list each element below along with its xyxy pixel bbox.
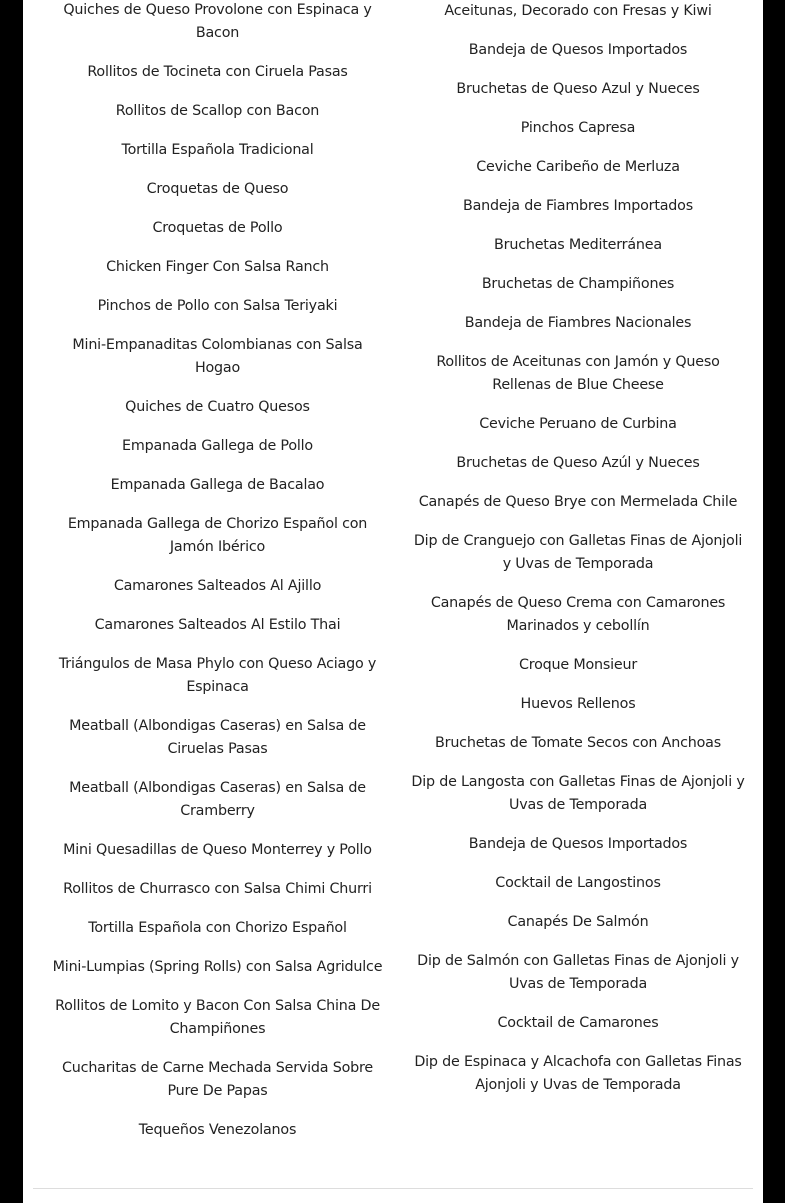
- menu-item: Mini-Empanaditas Colombianas con Salsa Hogao: [72, 337, 363, 376]
- menu-item: Bruchetas Mediterránea: [494, 237, 662, 253]
- menu-item: Rollitos de Scallop con Bacon: [115, 103, 320, 119]
- menu-item: Empanada Gallega de Bacalao: [110, 477, 325, 493]
- menu-item: Cocktail de Camarones: [497, 1015, 659, 1031]
- menu-item: Tortilla Española Tradicional: [121, 142, 314, 158]
- menu-item: Quiches de Queso Provolone con Espinaca y Bacon: [63, 2, 372, 41]
- menu-item: Croquetas de Queso: [146, 181, 289, 197]
- menu-item: Mini Quesadillas de Queso Monterrey y Pollo: [63, 842, 372, 858]
- menu-item: Huevos Rellenos: [520, 696, 636, 712]
- menu-item: Dip de Espinaca y Alcachofa con Galletas Finas Ajonjoli y Uvas de Temporada: [414, 1054, 742, 1093]
- menu-item: Bandeja de Fiambres Nacionales: [464, 315, 692, 331]
- menu-item: Dip de Salmón con Galletas Finas de Ajonjoli y Uvas de Temporada: [417, 953, 739, 992]
- menu-item: Meatball (Albondigas Caseras) en Salsa de Cramberry: [69, 780, 366, 819]
- menu-item: Canapés de Queso Brye con Mermelada Chile: [418, 494, 738, 510]
- menu-item: Bruchetas de Champiñones: [481, 276, 675, 292]
- menu-item: Tortilla Española con Chorizo Español: [88, 920, 347, 936]
- menu-item: Rollitos de Aceitunas con Jamón y Queso Rellenas de Blue Cheese: [436, 354, 720, 393]
- menu-item: Croquetas de Pollo: [152, 220, 283, 236]
- menu-item: Meatball (Albondigas Caseras) en Salsa de Ciruelas Pasas: [69, 718, 366, 757]
- menu-item: Dip de Langosta con Galletas Finas de Ajonjoli y Uvas de Temporada: [411, 774, 745, 813]
- menu-item: Bruchetas de Tomate Secos con Anchoas: [435, 735, 721, 751]
- menu-column-right: [408, 0, 748, 1113]
- menu-item: Bruchetas de Queso Azul y Nueces: [456, 81, 700, 97]
- menu-item: Croque Monsieur: [518, 657, 638, 673]
- menu-item: Bruchetas de Queso Azúl y Nueces: [456, 455, 700, 471]
- menu-item: Dip de Cranguejo con Galletas Finas de Ajonjoli y Uvas de Temporada: [413, 533, 743, 572]
- menu-item: Bandeja de Quesos Importados: [468, 42, 688, 58]
- menu-item: Aceitunas, Decorado con Fresas y Kiwi: [444, 3, 712, 19]
- menu-item: Bandeja de Fiambres Importados: [463, 198, 693, 214]
- menu-item: Cocktail de Langostinos: [495, 875, 661, 891]
- menu-item: Camarones Salteados Al Estilo Thai: [94, 617, 341, 633]
- menu-item: Rollitos de Tocineta con Ciruela Pasas: [87, 64, 348, 80]
- menu-item: Empanada Gallega de Chorizo Español con Jamón Ibérico: [67, 516, 368, 555]
- divider: [33, 1188, 753, 1189]
- menu-item: Triángulos de Masa Phylo con Queso Aciago y Espinaca: [58, 656, 377, 695]
- menu-column-left: [49, 0, 386, 1158]
- menu-content-area: [23, 0, 763, 1203]
- menu-item: Rollitos de Lomito y Bacon Con Salsa China De Champiñones: [55, 998, 380, 1037]
- menu-item: Empanada Gallega de Pollo: [122, 438, 313, 454]
- menu-item: Quiches de Cuatro Quesos: [125, 399, 310, 415]
- menu-item: Bandeja de Quesos Importados: [468, 836, 688, 852]
- menu-item: Pinchos de Pollo con Salsa Teriyaki: [97, 298, 338, 314]
- menu-item: Mini-Lumpias (Spring Rolls) con Salsa Agridulce: [52, 959, 383, 975]
- menu-item: Rollitos de Churrasco con Salsa Chimi Churri: [63, 881, 372, 897]
- menu-item: Pinchos Capresa: [520, 120, 636, 136]
- menu-item: Ceviche Caribeño de Merluza: [476, 159, 680, 175]
- menu-item: Camarones Salteados Al Ajillo: [113, 578, 322, 594]
- menu-item: Tequeños Venezolanos: [138, 1122, 297, 1138]
- menu-item: Cucharitas de Carne Mechada Servida Sobre Pure De Papas: [62, 1060, 373, 1099]
- menu-item: Ceviche Peruano de Curbina: [479, 416, 677, 432]
- menu-item: Canapés de Queso Crema con Camarones Marinados y cebollín: [430, 595, 726, 634]
- menu-item: Canapés De Salmón: [507, 914, 649, 930]
- menu-item: Chicken Finger Con Salsa Ranch: [106, 259, 329, 275]
